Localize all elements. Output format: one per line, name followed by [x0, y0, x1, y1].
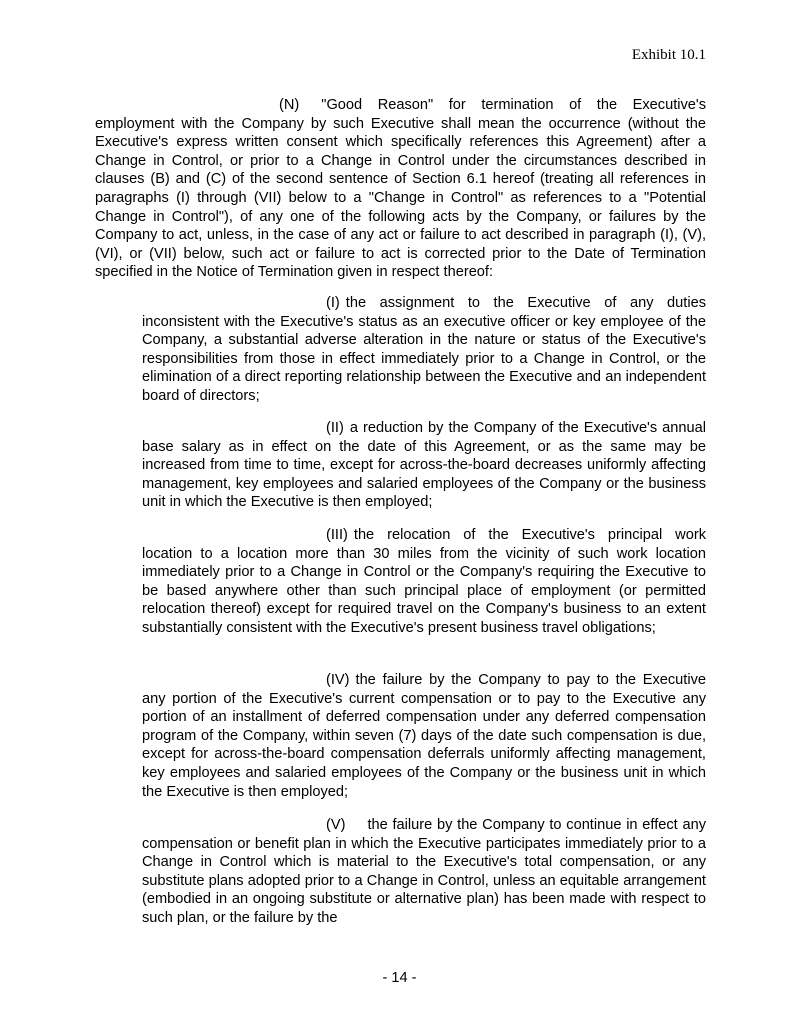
clause-v [142, 816, 706, 928]
paragraph-marker: (N) [279, 97, 300, 113]
clause-iii [142, 526, 706, 638]
clause-marker: (II) [326, 420, 344, 436]
clause-text: the failure by the Company to pay to the Executive any portion of the Executive's current compensation or to pay to the Executive any portion of an installment of deferred compensation under any deferred compensation program of the Company, within seven (7) days of the date such compensation is due, except for across-the-board compensation deferrals uniformly affecting management, key employees and salaried employees of the Company or the business unit in which the Executive is then employed; [142, 672, 706, 800]
clause-i [142, 294, 706, 406]
clause-marker: (I) [326, 295, 340, 311]
clause-marker: (III) [326, 527, 348, 543]
clause-ii [142, 419, 706, 512]
clause-marker: (V) [326, 817, 346, 833]
clause-iv [142, 671, 706, 801]
clause-text: the assignment to the Executive of any duties inconsistent with the Executive's status as an executive officer or key employee of the Company, a substantial adverse alteration in the nature or status of the Executive's responsibilities from those in effect immediately prior to a Change in Control, or the elimination of a direct reporting relationship between the Executive and an independent board of directors; [142, 295, 706, 404]
paragraph-text: "Good Reason" for termination of the Executive's employment with the Company by such Executive shall mean the occurrence (without the Executive's express written consent which specifically references this Agreement) after a Change in Control, or prior to a Change in Control under the circumstances described in clauses (B) and (C) of the second sentence of Section 6.1 hereof (treating all references in paragraphs (I) through (VII) below to a "Change in Control" as references to a "Potential Change in Control"), of any one of the following acts by the Company, or failures by the Company to act, unless, in the case of any act or failure to act described in paragraph (I), (V), (VI), or (VII) below, such act or failure to act is corrected prior to the Date of Termination specified in the Notice of Termination given in respect thereof: [95, 97, 706, 281]
clause-text: a reduction by the Company of the Executive's annual base salary as in effect on the date of this Agreement, or as the same may be increased from time to time, except for across-the-board decreases uniformly affecting management, key employees and salaried employees of the Company or the business unit in which the Executive is then employed; [142, 420, 706, 511]
clause-text: the failure by the Company to continue in effect any compensation or benefit plan in which the Executive participates immediately prior to a Change in Control which is material to the Executive's total compensation, or any substitute plans adopted prior to a Change in Control, unless an equitable arrangement (embodied in an ongoing substitute or alternative plan) has been made with respect to such plan, or the failure by the [142, 817, 706, 926]
paragraph-good-reason [95, 96, 706, 282]
exhibit-label: Exhibit 10.1 [631, 47, 706, 63]
clause-marker: (IV) [326, 672, 350, 688]
clause-text: the relocation of the Executive's principal work location to a location more than 30 miles from the vicinity of such work location immediately prior to a Change in Control or the Company's requiring the Executive to be based anywhere other than such principal place of employment (or permitted relocation thereof) except for required travel on the Company's business to an extent substantially consistent with the Executive's present business travel obligations; [142, 527, 706, 636]
page-number: - 14 - [382, 970, 417, 986]
